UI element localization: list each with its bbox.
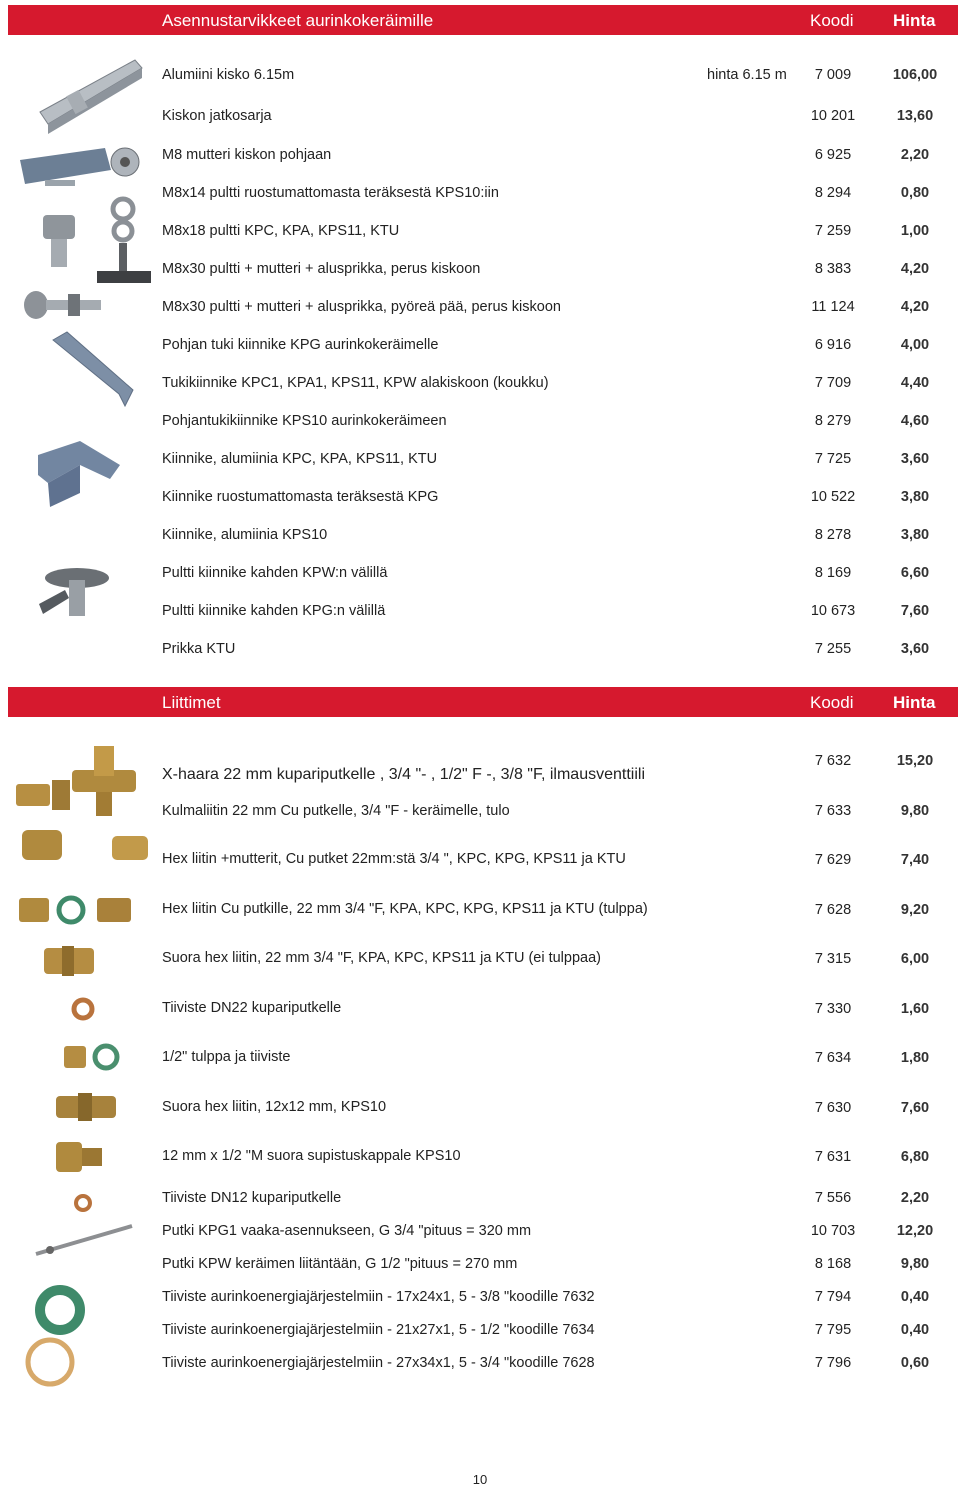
item-name: Pultti kiinnike kahden KPG:n välillä	[162, 603, 386, 619]
aluminium-rail-image	[30, 52, 150, 142]
item-name: Pohjan tuki kiinnike KPG aurinkokeräimelle	[162, 337, 439, 353]
item-price: 6,60	[900, 565, 930, 581]
table-row	[0, 1001, 960, 1021]
item-code: 7 632	[814, 753, 852, 769]
table-row	[0, 1322, 960, 1342]
item-name: Suora hex liitin, 12x12 mm, KPS10	[162, 1099, 387, 1115]
item-name: M8 mutteri kiskon pohjaan	[162, 147, 332, 163]
item-name: Kulmaliitin 22 mm Cu putkelle, 3/4 "F - keräimelle, tulo	[162, 803, 510, 819]
connector-bolt-image	[35, 560, 120, 625]
item-price: 2,20	[900, 1190, 930, 1206]
item-price: 7,60	[900, 603, 930, 619]
item-name: 12 mm x 1/2 "M suora supistuskappale KPS10	[162, 1148, 461, 1164]
pipe-image	[30, 1220, 140, 1260]
item-code: 7 631	[814, 1149, 852, 1165]
hook-bracket-image	[45, 330, 140, 415]
item-code: 7 315	[814, 951, 852, 967]
gasket-set-image	[10, 1282, 135, 1392]
brass-tee-fitting-image	[12, 740, 152, 865]
item-price: 4,40	[900, 375, 930, 391]
code-column-header: Koodi	[810, 11, 854, 30]
item-code: 7 628	[814, 902, 852, 918]
table-row	[0, 1100, 960, 1120]
item-name: X-haara 22 mm kupariputkelle , 3/4 "- , 1/2" F -, 3/8 "F, ilmausventtiili	[162, 766, 646, 783]
table-row	[0, 951, 960, 971]
bolt-and-washer-image	[35, 195, 155, 295]
table-row	[0, 1289, 960, 1309]
item-code: 7 629	[814, 852, 852, 868]
round-head-bolt-image	[18, 285, 108, 325]
item-code: 7 009	[814, 67, 852, 83]
item-name: M8x14 pultti ruostumattomasta teräksestä KPS10:iin	[162, 185, 499, 201]
item-name: M8x18 pultti KPC, KPA, KPS11, KTU	[162, 223, 400, 239]
item-code: 7 633	[814, 803, 852, 819]
item-code: 10 703	[810, 1223, 856, 1239]
table-row	[0, 1256, 960, 1276]
item-code: 10 201	[810, 108, 856, 124]
item-name: Hex liitin Cu putkille, 22 mm 3/4 "F, KPA, KPC, KPG, KPS11 ja KTU (tulppa)	[162, 901, 648, 917]
item-name: M8x30 pultti + mutteri + alusprikka, perus kiskoon	[162, 261, 481, 277]
item-name: Tiiviste DN22 kupariputkelle	[162, 1000, 342, 1016]
item-price: 7,40	[900, 852, 930, 868]
item-name: Prikka KTU	[162, 641, 236, 657]
item-name: 1/2" tulppa ja tiiviste	[162, 1049, 291, 1065]
item-code: 7 634	[814, 1050, 852, 1066]
item-price: 3,60	[900, 451, 930, 467]
item-name: M8x30 pultti + mutteri + alusprikka, pyöreä pää, perus kiskoon	[162, 299, 561, 315]
table-row	[0, 413, 960, 433]
table-row	[0, 902, 960, 922]
item-code: 7 330	[814, 1001, 852, 1017]
table-row	[0, 1223, 960, 1243]
code-column-header: Koodi	[810, 693, 854, 712]
item-price: 15,20	[896, 753, 934, 769]
item-code: 6 925	[814, 147, 852, 163]
item-price: 4,60	[900, 413, 930, 429]
plug-and-seal-image	[60, 1040, 125, 1075]
item-name: Tiiviste aurinkoenergiajärjestelmiin - 27x34x1, 5 - 3/4 "koodille 7628	[162, 1355, 595, 1371]
table-row	[0, 1050, 960, 1070]
item-name: Kiinnike, alumiinia KPC, KPA, KPS11, KTU	[162, 451, 438, 467]
table-row	[0, 489, 960, 509]
item-code: 8 383	[814, 261, 852, 277]
table-row	[0, 299, 960, 319]
hex-connector-12mm-image	[52, 1090, 122, 1125]
copper-seal-small-image	[70, 1190, 96, 1216]
item-code: 7 794	[814, 1289, 852, 1305]
item-price: 4,00	[900, 337, 930, 353]
item-name: Tukikiinnike KPC1, KPA1, KPS11, KPW alakiskoon (koukku)	[162, 375, 549, 391]
item-name: Putki KPG1 vaaka-asennukseen, G 3/4 "pituus = 320 mm	[162, 1223, 532, 1239]
item-code: 8 279	[814, 413, 852, 429]
item-price: 6,80	[900, 1149, 930, 1165]
table-row	[0, 1355, 960, 1375]
item-price: 6,00	[900, 951, 930, 967]
item-name: Alumiini kisko 6.15m	[162, 67, 295, 83]
table-row	[0, 527, 960, 547]
item-price: 1,00	[900, 223, 930, 239]
item-price: 4,20	[900, 261, 930, 277]
item-price: 9,20	[900, 902, 930, 918]
item-price: 0,40	[900, 1322, 930, 1338]
item-price: 13,60	[896, 108, 934, 124]
item-price: 3,60	[900, 641, 930, 657]
table-row	[0, 1149, 960, 1169]
straight-hex-connector-image	[40, 942, 100, 980]
section-header-mounting	[8, 5, 958, 35]
item-name: Tiiviste DN12 kupariputkelle	[162, 1190, 342, 1206]
item-price: 3,80	[900, 489, 930, 505]
item-code: 7 709	[814, 375, 852, 391]
item-price: 0,80	[900, 185, 930, 201]
item-name: Putki KPW keräimen liitäntään, G 1/2 "pituus = 270 mm	[162, 1256, 518, 1272]
rail-joint-kit-image	[15, 140, 145, 200]
item-price: 9,80	[900, 803, 930, 819]
section-header-fittings	[8, 687, 958, 717]
item-name: Tiiviste aurinkoenergiajärjestelmiin - 21x27x1, 5 - 1/2 "koodille 7634	[162, 1322, 595, 1338]
item-code: 8 278	[814, 527, 852, 543]
item-code: 10 522	[810, 489, 856, 505]
item-code: 7 796	[814, 1355, 852, 1371]
table-row	[0, 565, 960, 585]
item-code: 6 916	[814, 337, 852, 353]
item-code: 7 556	[814, 1190, 852, 1206]
table-row	[0, 337, 960, 357]
item-code: 7 725	[814, 451, 852, 467]
aluminium-bracket-image	[30, 435, 125, 515]
item-name: Tiiviste aurinkoenergiajärjestelmiin - 17x24x1, 5 - 3/8 "koodille 7632	[162, 1289, 595, 1305]
item-code: 11 124	[811, 299, 855, 315]
item-price: 7,60	[900, 1100, 930, 1116]
table-row	[0, 603, 960, 623]
item-code: 8 168	[814, 1256, 852, 1272]
item-name: Kiskon jatkosarja	[162, 108, 272, 124]
section-title: Liittimet	[162, 693, 221, 712]
price-column-header: Hinta	[893, 693, 936, 712]
item-name: Hex liitin +mutterit, Cu putket 22mm:stä 3/4 ", KPC, KPG, KPS11 ja KTU	[162, 851, 626, 867]
item-code: 10 673	[810, 603, 856, 619]
item-name: Kiinnike, alumiinia KPS10	[162, 527, 328, 543]
item-note: hinta 6.15 m	[707, 67, 787, 83]
item-price: 106,00	[892, 67, 938, 83]
item-code: 8 169	[814, 565, 852, 581]
item-name: Suora hex liitin, 22 mm 3/4 "F, KPA, KPC, KPS11 ja KTU (ei tulppaa)	[162, 950, 601, 966]
copper-seal-image	[68, 994, 98, 1024]
page-number: 10	[472, 1472, 488, 1487]
item-name: Pohjantukikiinnike KPS10 aurinkokeräimeen	[162, 413, 447, 429]
item-price: 3,80	[900, 527, 930, 543]
section-title: Asennustarvikkeet aurinkokeräimille	[162, 11, 434, 30]
price-column-header: Hinta	[893, 11, 936, 30]
item-name: Pultti kiinnike kahden KPW:n välillä	[162, 565, 388, 581]
item-code: 7 795	[814, 1322, 852, 1338]
item-code: 8 294	[814, 185, 852, 201]
table-row	[0, 375, 960, 395]
item-price: 4,20	[900, 299, 930, 315]
table-row	[0, 1190, 960, 1210]
item-code: 7 255	[814, 641, 852, 657]
item-price: 1,60	[900, 1001, 930, 1017]
item-price: 0,60	[900, 1355, 930, 1371]
reducer-image	[52, 1138, 107, 1176]
item-price: 1,80	[900, 1050, 930, 1066]
item-name: Kiinnike ruostumattomasta teräksestä KPG	[162, 489, 439, 505]
item-price: 2,20	[900, 147, 930, 163]
hex-connector-image	[15, 890, 135, 930]
item-code: 7 630	[814, 1100, 852, 1116]
table-row	[0, 451, 960, 471]
table-row	[0, 641, 960, 661]
item-code: 7 259	[814, 223, 852, 239]
item-price: 9,80	[900, 1256, 930, 1272]
item-price: 12,20	[896, 1223, 934, 1239]
item-price: 0,40	[900, 1289, 930, 1305]
